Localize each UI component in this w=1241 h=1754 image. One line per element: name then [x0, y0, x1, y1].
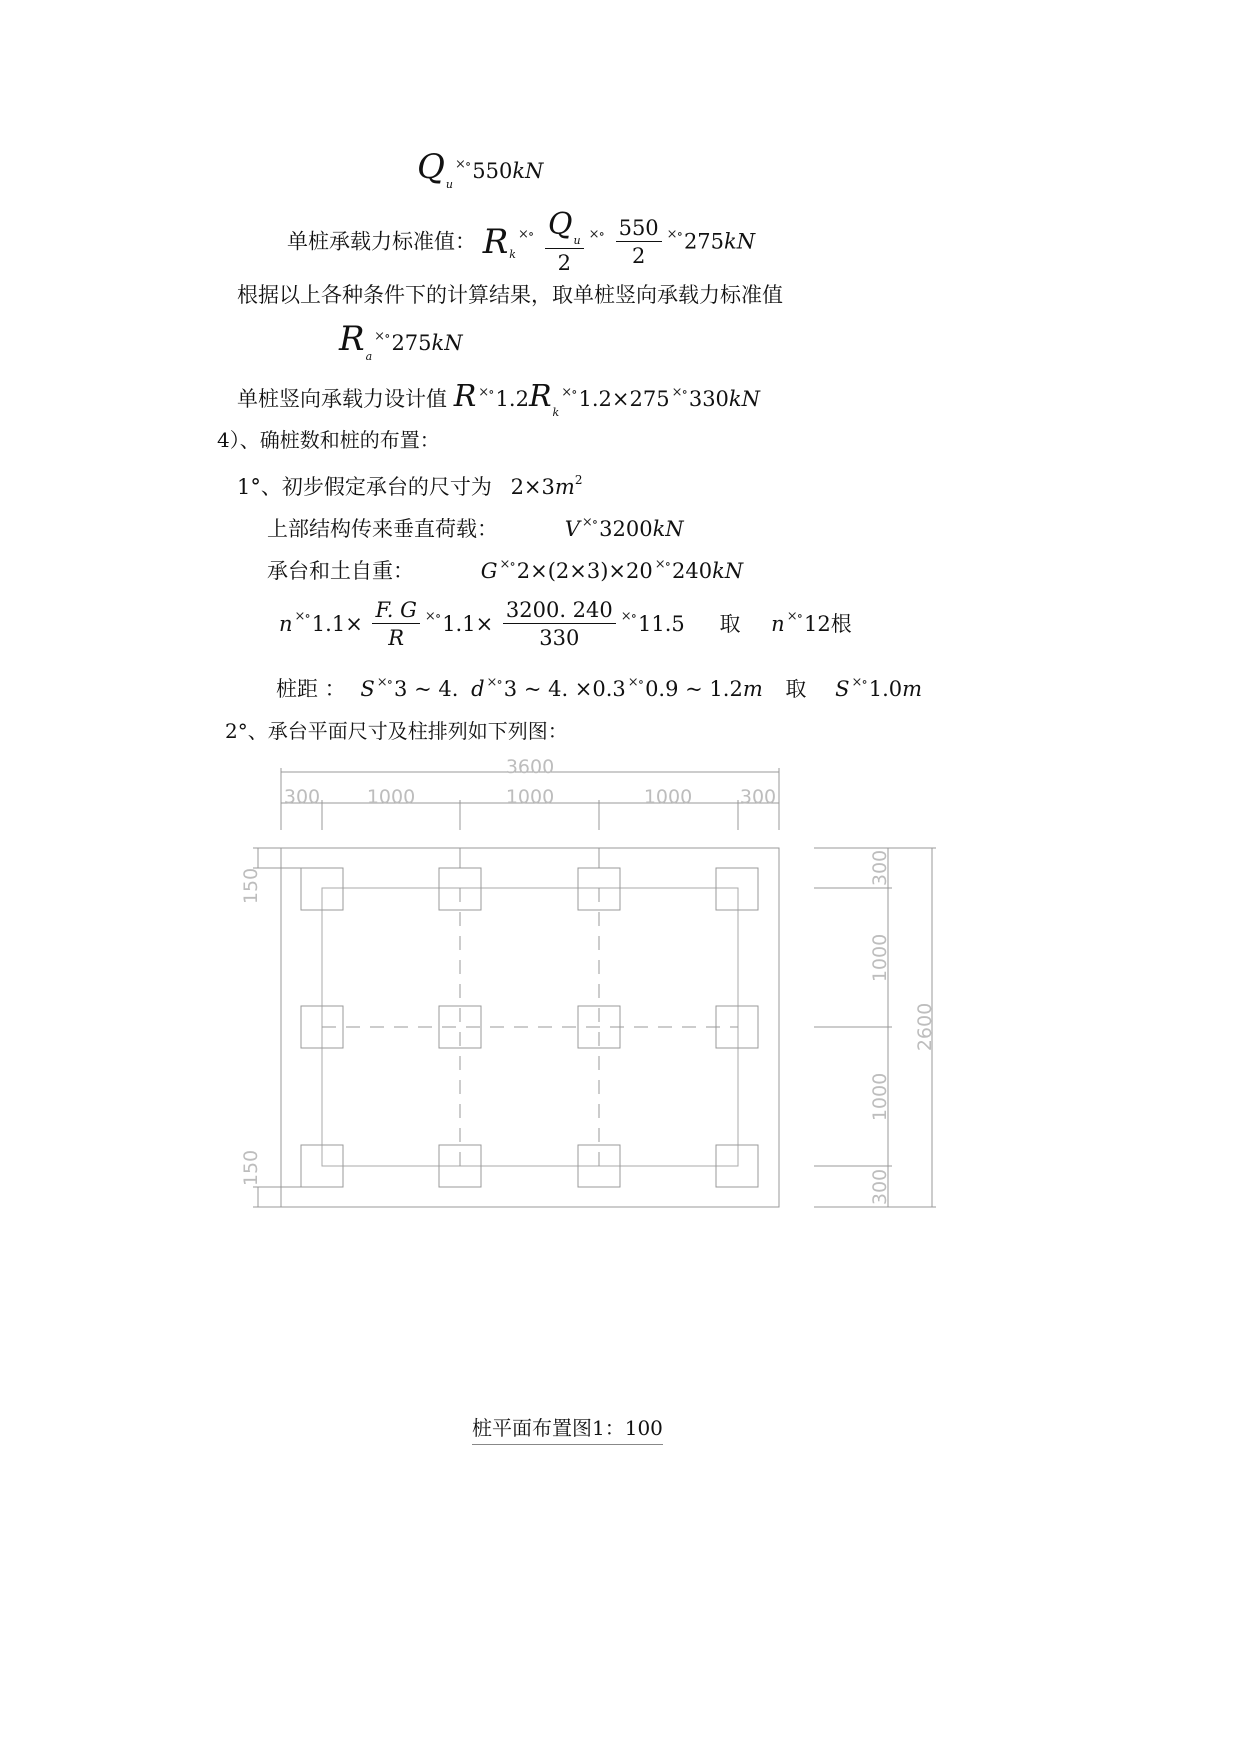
ra-line: $R_a^{\times\circ}275kN$ [339, 319, 463, 363]
dim-top-2: 1000 [366, 786, 416, 808]
qu-line: $Q_u^{\times\circ}550kN$ [417, 147, 544, 191]
dim-left-top: 150 [240, 867, 262, 905]
dim-right-4: 300 [869, 1168, 891, 1206]
fg-over-r-fraction: $\frac{F. G}{R}$ [372, 600, 419, 649]
figure-caption: 桩平面布置图1：100 [472, 1412, 663, 1445]
dim-top-3: 1000 [505, 786, 555, 808]
numeric-fraction: $\frac{3200. 240}{330}$ [503, 600, 616, 649]
pile-spacing-line: 桩距 ： S ×∘3 ~ 4. d ×∘3 ~ 4. ×0.3 ×∘0.9 ~ 1.2m 取 S ×∘1.0m [276, 675, 923, 701]
550-over-2-fraction: $\frac{550}{2}$ [616, 218, 662, 267]
dim-right-1: 300 [869, 849, 891, 887]
conclusion-text: 根据以上各种条件下的计算结果，取单桩竖向承载力标准值 [237, 283, 783, 307]
vertical-load-line: 上部结构传来垂直荷载： V ×∘3200kN [267, 515, 684, 541]
dim-top-total: 3600 [505, 756, 555, 778]
dim-right-2: 1000 [869, 933, 891, 983]
step-1-line: 1°、初步假定承台的尺寸为 $2\times 3m^2$ [237, 473, 583, 499]
dim-right-total: 2600 [914, 1002, 936, 1052]
design-value-line: 单桩竖向承载力设计值 R $^{\times\circ}1.2R_k^{\times\circ}1.2\times 275$ ×∘330kN [237, 379, 761, 419]
dim-top-5: 300 [739, 786, 777, 808]
pile-centerline-frame [322, 888, 738, 1166]
dim-right-3: 1000 [869, 1072, 891, 1122]
qu-over-2-fraction: $\frac{Q_u}{2}$ [545, 210, 584, 274]
self-weight-line: 承台和土自重： G ×∘2×(2×3)×20 ×∘240kN [267, 557, 744, 583]
pile-count-line: n ×∘1.1× $\frac{F. G}{R}$ ×∘1.1× $\frac{3200. 240}{330}$ ×∘11.5 取 n ×∘12根 [279, 598, 852, 650]
dim-top-1: 300 [283, 786, 321, 808]
pile [716, 868, 758, 910]
step-2-line: 2°、承台平面尺寸及柱排列如下列图： [225, 719, 568, 743]
rk-line: 单桩承载力标准值： $R_k^{\times\circ}$ $\frac{Q_u}{2}$ ×∘ $\frac{550}{2}$ ×∘275kN [287, 207, 756, 275]
section-4-heading: 4）、确桩数和桩的布置： [217, 428, 440, 452]
dim-left-bottom: 150 [240, 1149, 262, 1187]
dim-top-4: 1000 [643, 786, 693, 808]
